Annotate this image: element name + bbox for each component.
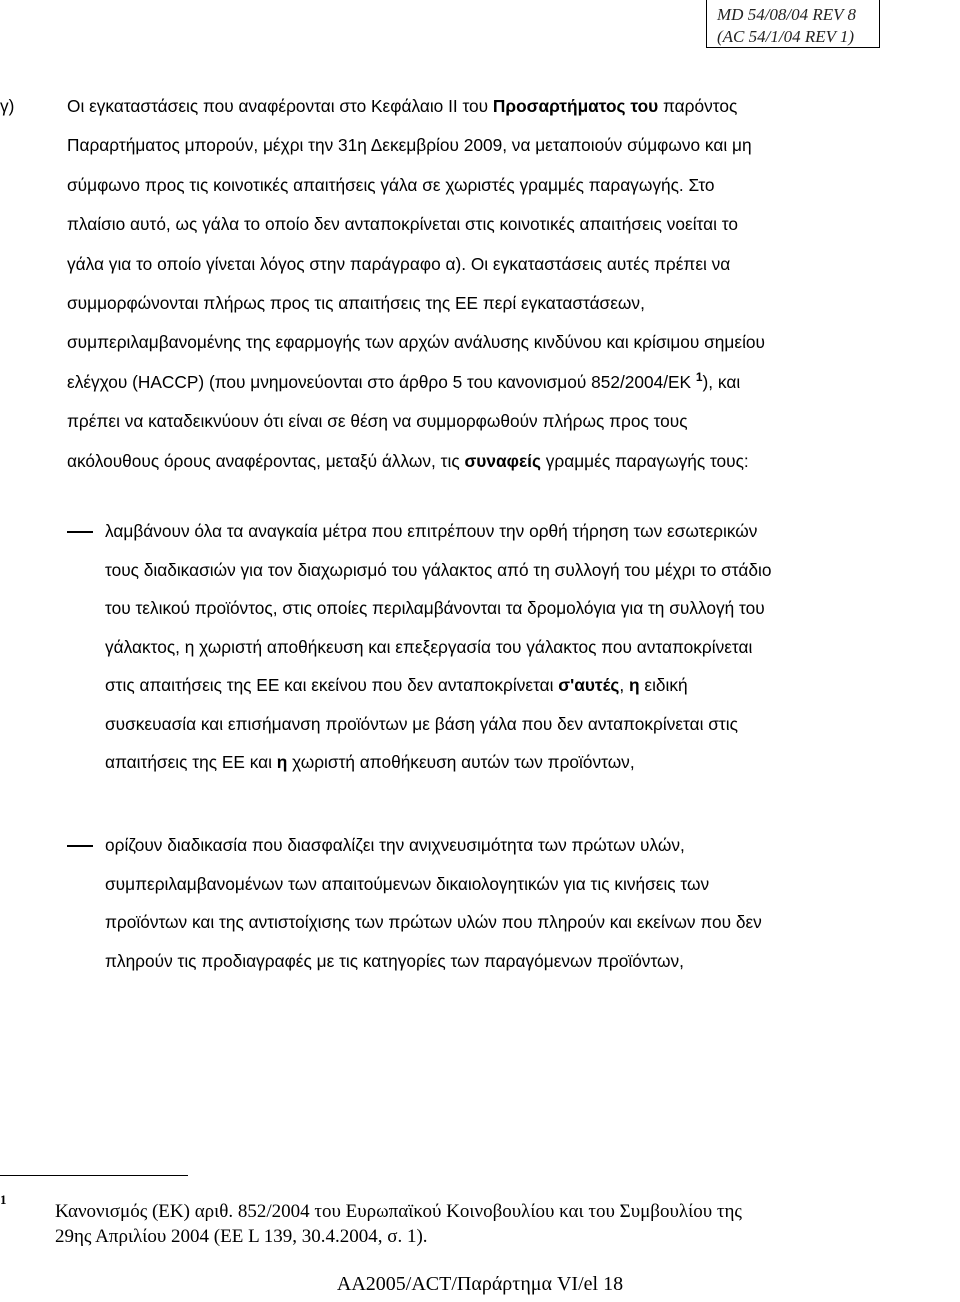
paragraph-marker: γ) [0, 96, 15, 116]
paragraph-line: σύμφωνο προς τις κοινοτικές απαιτήσεις γάλα σε χωριστές γραμμές παραγωγής. Στο [67, 174, 715, 195]
footnote-number: 1 [0, 1192, 7, 1207]
bullet-text [105, 826, 905, 980]
bullet-line: λαμβάνουν όλα τα αναγκαία μέτρα που επιτρέπουν την ορθή τήρηση των εσωτερικών [105, 521, 758, 541]
footnote-text [55, 1199, 905, 1249]
bullet-text [105, 512, 905, 782]
paragraph-line: πλαίσιο αυτό, ως γάλα το οποίο δεν ανταποκρίνεται στις κοινοτικές απαιτήσεις νοείται το [67, 214, 738, 235]
bullet-line: του τελικού προϊόντος, στις οποίες περιλαμβάνονται τα δρομολόγια για τη συλλογή του [105, 598, 765, 618]
bullet-line: απαιτήσεις της ΕΕ και η χωριστή αποθήκευση αυτών των προϊόντων, [105, 752, 635, 772]
main-paragraph [67, 87, 897, 481]
paragraph-line: συμπεριλαμβανομένης της εφαρμογής των αρχών ανάλυσης κινδύνου και κρίσιμου σημείου [67, 332, 765, 353]
bullet-line: ορίζουν διαδικασία που διασφαλίζει την ανιχνευσιμότητα των πρώτων υλών, [105, 835, 685, 855]
bold-term: η [629, 675, 640, 695]
bullet-line: συμπεριλαμβανομένων των απαιτούμενων δικαιολογητικών για τις κινήσεις των [105, 873, 710, 894]
bullet-line: γάλακτος, η χωριστή αποθήκευση και επεξεργασία του γάλακτος που ανταποκρίνεται [105, 636, 753, 657]
paragraph-line: γάλα για το οποίο γίνεται λόγος στην παράγραφο α). Οι εγκαταστάσεις αυτές πρέπει να [67, 253, 731, 274]
paragraph-line: ακόλουθους όρους αναφέροντας, μεταξύ άλλων, τις συναφείς γραμμές παραγωγής τους: [67, 450, 749, 471]
reference-line-2: (AC 54/1/04 REV 1) [717, 27, 855, 46]
bullet-line: πληρούν τις προδιαγραφές με τις κατηγορίες των παραγόμενων προϊόντων, [105, 950, 684, 971]
bullet-line: συσκευασία και επισήμανση προϊόντων με βάση γάλα που δεν ανταποκρίνεται στις [105, 713, 738, 734]
footnote-reference: 1 [695, 370, 703, 385]
bullet-line: στις απαιτήσεις της ΕΕ και εκείνου που δεν ανταποκρίνεται σ'αυτές, η ειδική [105, 675, 688, 695]
paragraph-line: συμμορφώνονται πλήρως προς τις απαιτήσεις της ΕΕ περί εγκαταστάσεων, [67, 293, 645, 314]
footnote-separator [0, 1175, 188, 1176]
paragraph-line: ελέγχου (HACCP) (που μνημονεύονται στο άρθρο 5 του κανονισμού 852/2004/ΕΚ $^1$), και [67, 370, 741, 392]
paragraph-line: Οι εγκαταστάσεις που αναφέρονται στο Κεφάλαιο ΙΙ του Προσαρτήματος του παρόντος [67, 96, 738, 116]
dash-bullet-icon [67, 531, 93, 533]
bold-term: σ'αυτές [558, 675, 620, 695]
footnote-line: Κανονισμός (ΕΚ) αριθ. 852/2004 του Ευρωπαϊκού Κοινοβουλίου και του Συμβουλίου της [55, 1201, 742, 1222]
paragraph-line: Παραρτήματος μπορούν, μέχρι την 31η Δεκεμβρίου 2009, να μεταποιούν σύμφωνο και μη [67, 135, 752, 156]
bullet-line: προϊόντων και της αντιστοίχισης των πρώτων υλών που πληρούν και εκείνων που δεν [105, 912, 762, 932]
bold-term: συναφείς [464, 450, 541, 471]
footnote-line: 29ης Απριλίου 2004 (ΕΕ L 139, 30.4.2004, σ. 1). [55, 1226, 428, 1247]
dash-bullet-icon [67, 845, 93, 847]
page-footer: AA2005/ACT/Παράρτημα VI/el 18 [336, 1273, 624, 1295]
bold-term: Προσαρτήματος του [492, 96, 659, 116]
reference-line-1: MD 54/08/04 REV 8 [717, 5, 856, 24]
paragraph-line: πρέπει να καταδεικνύουν ότι είναι σε θέση να συμμορφωθούν πλήρως προς τους [67, 411, 688, 432]
bullet-line: τους διαδικασιών για τον διαχωρισμό του γάλακτος από τη συλλογή του μέχρι το στάδιο [105, 559, 772, 580]
bold-term: η [276, 752, 288, 772]
document-reference-box [706, 0, 880, 48]
